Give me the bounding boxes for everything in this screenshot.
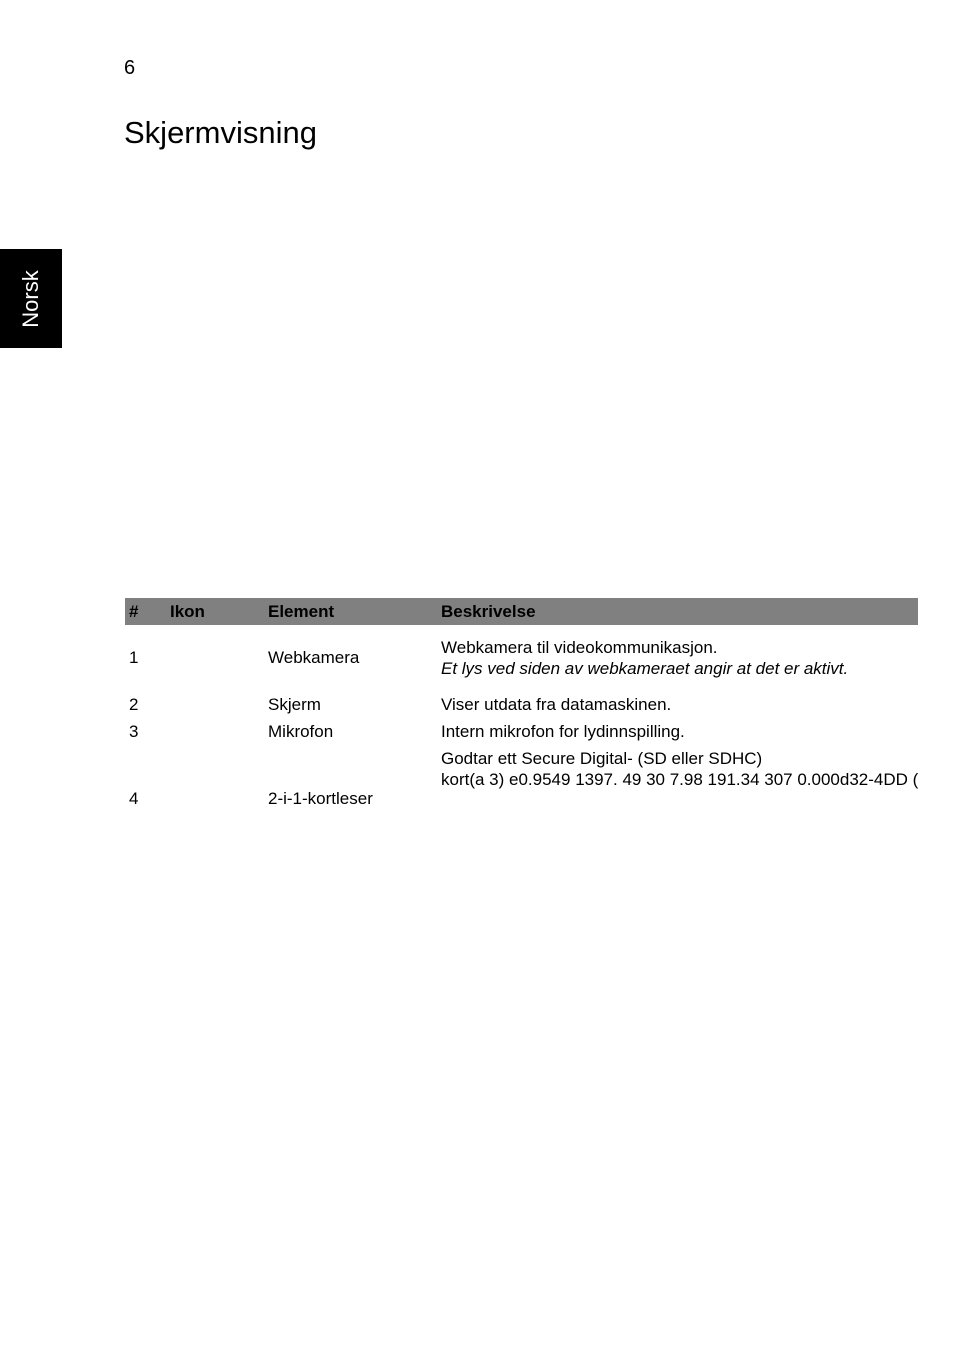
language-tab-label: Norsk xyxy=(18,270,43,328)
header-description: Beskrivelse xyxy=(437,598,918,625)
header-num: # xyxy=(125,598,166,625)
page-title: Skjermvisning xyxy=(124,115,317,150)
header-element: Element xyxy=(264,598,437,625)
table-row xyxy=(125,690,918,718)
description-text-line2: kort(a 3) e0.9549 1397. 49 30 7.98 191.34 307 0.000d32-4DD ( xyxy=(441,770,919,789)
table-row xyxy=(125,718,918,745)
row-element: Mikrofon xyxy=(268,722,334,741)
row-element: 2-i-1-kortleser xyxy=(268,789,373,808)
language-tab xyxy=(0,249,62,348)
row-description: Intern mikrofon for lydinnspilling. xyxy=(441,722,685,741)
row-num: 4 xyxy=(129,789,139,808)
table-row xyxy=(125,745,918,818)
table-row xyxy=(125,625,918,690)
row-icon xyxy=(166,718,264,745)
description-note: Et lys ved siden av webkameraet angir at det er aktivt. xyxy=(441,658,849,678)
row-description: Viser utdata fra datamaskinen. xyxy=(441,694,672,714)
row-element: Webkamera xyxy=(268,648,360,667)
row-description xyxy=(437,745,918,818)
row-num: 3 xyxy=(129,722,139,741)
description-text: Webkamera til videokommunikasjon. xyxy=(441,637,718,657)
row-icon xyxy=(166,745,264,818)
row-num: 2 xyxy=(129,694,139,714)
row-num: 1 xyxy=(129,648,139,667)
header-icon: Ikon xyxy=(166,598,264,625)
table-header-row xyxy=(125,598,918,625)
row-element: Skjerm xyxy=(268,694,321,714)
spec-table xyxy=(125,598,918,818)
row-icon xyxy=(166,625,264,690)
row-description xyxy=(437,625,918,690)
page-number: 6 xyxy=(124,57,136,79)
row-icon xyxy=(166,690,264,718)
description-text: Godtar ett Secure Digital- (SD eller SDHC) xyxy=(441,749,763,768)
spec-table-container xyxy=(125,598,954,818)
